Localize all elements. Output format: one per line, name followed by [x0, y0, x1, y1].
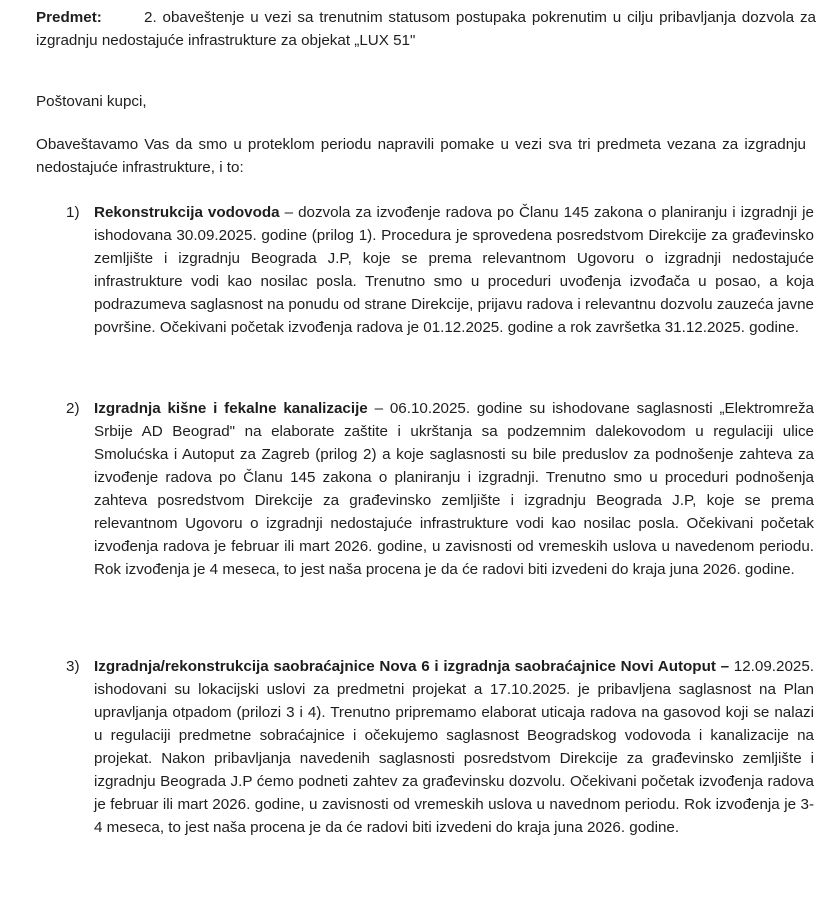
list-item-roads [66, 655, 814, 839]
list-item-water-supply [66, 201, 814, 339]
list-item-text: 12.09.2025. ishodovani su lokacijski uslovi za predmetni projekat a 17.10.2025. je pribavljena saglasnost na Plan upravljanja otpadom (prilozi 3 i 4). Trenutno pripremamo elaborat uticaja radova na gasovod koji se nalazi u regulaciji predmetne sobraćajnice i očekujemo saglasnost Beogradskog vodovoda i kanalizacije na projekat. Nakon pribavljanja navedenih saglasnosti posredstvom Direkcije za građevinsko zemljište i izgradnju Beograda J.P ćemo podneti zahtev za građevinsku dozvolu. Očekivani početak izvođenja radova je februar ili mart 2026. godine, u zavisnosti od vremeskih uslova u navednom periodu. Rok izvođenja je 3-4 meseca, to jest naša procena je da će radovi biti izvedeni do kraja juna 2026. godine. [94, 658, 815, 836]
list-item-body [94, 655, 814, 839]
list-item-heading: Rekonstrukcija vodovoda [94, 204, 280, 221]
list-item-text: – 06.10.2025. godine su ishodovane saglasnosti „Elektromreža Srbije AD Beograd" na elaborate zaštite i ukrštanja sa podzemnim dalekovodom u regulaciji ulice Smolućska i Autoput za Zagreb (prilog 2) a koje saglasnosti su bile preduslov za podnošenje zahteva za izvođenje radova po Članu 145 zakona o planiranju i izgradnji. Trenutno smo u proceduri podnošenja zahteva posredstvom Direkcije za građevinsko zemljište i izgradnju Beograda J.P, koje se prema relevantnom Ugovoru o izgradnji nedostajuće infrastrukture vodi kao nosilac posla. Očekivani početak izvođenja radova je februar ili mart 2026. godine, u zavisnosti od vremeskih uslova u navedenom periodu. Rok izvođenja je 4 meseca, to jest naša procena je da će radovi biti izvedeni do kraja juna 2026. godine. [94, 400, 814, 578]
list-item-body [94, 397, 814, 581]
list-item-heading: Izgradnja kišne i fekalne kanalizacije [94, 400, 368, 417]
subject-text: 2. obaveštenje u vezi sa trenutnim statusom postupaka pokrenutim u cilju pribavljanja dozvola za izgradnju nedostajuće infrastrukture za objekat „LUX 51" [36, 9, 816, 49]
list-item-number: 1) [66, 204, 80, 221]
intro-paragraph: Obaveštavamo Vas da smo u proteklom periodu napravili pomake u vezi sva tri predmeta vezana za izgradnju nedostajuće infrastrukture, i to: [36, 136, 806, 176]
list-item-sewerage [66, 397, 814, 581]
list-item-text: – dozvola za izvođenje radova po Članu 145 zakona o planiranju i izgradnji je ishodovana 30.09.2025. godine (prilog 1). Procedura je sprovedena posredstvom Direkcije za građevinsko zemljište i izgradnju Beograda J.P, koje se prema relevantnom Ugovoru o izgradnji nedostajuće infrastrukture vodi kao nosilac posla. Trenutno smo u proceduri uvođenja izvođača u posao, a koja podrazumeva saglasnost na ponudu od strane Direkcije, prijavu radova i relevantnu dozvolu zauzeća javne površine. Očekivani početak izvođenja radova je 01.12.2025. godine a rok završetka 31.12.2025. godine. [94, 204, 814, 336]
salutation: Poštovani kupci, [36, 93, 147, 110]
subject-line [36, 6, 816, 52]
list-item-body [94, 201, 814, 339]
subject-label: Predmet: [36, 9, 102, 26]
list-item-heading: Izgradnja/rekonstrukcija saobraćajnice Nova 6 i izgradnja saobraćajnice Novi Autoput – [94, 658, 730, 675]
list-item-number: 2) [66, 400, 80, 417]
list-item-number: 3) [66, 658, 80, 675]
